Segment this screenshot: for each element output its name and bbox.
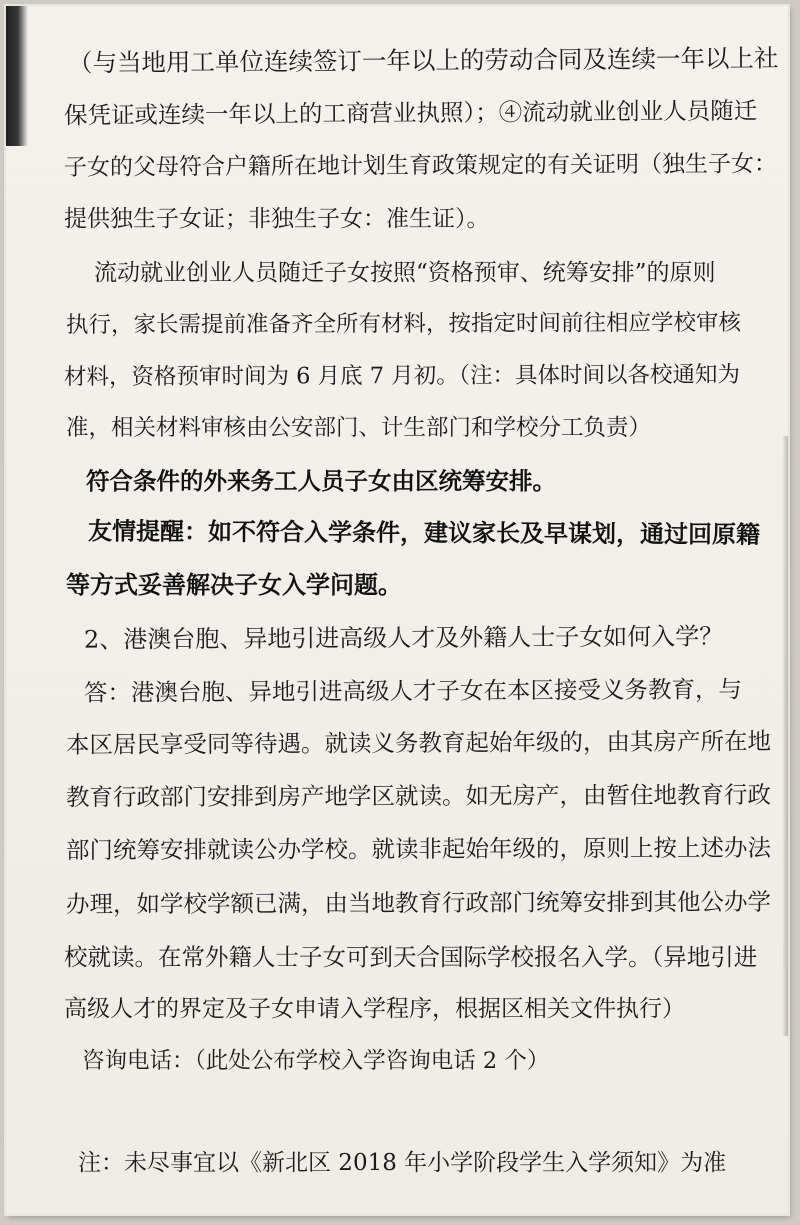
text-line: 流动就业创业人员随迁子女按照“资格预审、统筹安排”的原则	[94, 260, 716, 286]
text-line: 教育行政部门安排到房产地学区就读。如无房产，由暂住地教育行政	[65, 780, 772, 812]
text-line: 材料，资格预审时间为 6 月底 7 月初。（注：具体时间以各校通知为	[63, 361, 741, 391]
question-heading: 2、港澳台胞、异地引进高级人才及外籍人士子女如何入学？	[83, 622, 724, 654]
text-line: 答：港澳台胞、异地引进高级人才子女在本区接受义务教育，与	[83, 675, 743, 707]
reminder-line: 等方式妥善解决子女入学问题。	[66, 570, 402, 599]
page-edge-shadow-right	[782, 436, 788, 1036]
text-line: 提供独生子女证；非独生子女：准生证）。	[64, 206, 490, 232]
text-line: 本区居民享受同等待遇。就读义务教育起始年级的，由其房产所在地	[65, 727, 772, 759]
text-line: 执行，家长需提前准备齐全所有材料，按指定时间前往相应学校审核	[65, 309, 742, 339]
footnote-line: 注：未尽事宜以《新北区 2018 年小学阶段学生入学须知》为准	[78, 1150, 727, 1176]
text-line: 子女的父母符合户籍所在地计划生育政策规定的有关证明（独生子女：	[63, 151, 778, 181]
consult-phone-line: 咨询电话：（此处公布学校入学咨询电话 2 个）	[82, 1048, 550, 1074]
page-edge-shadow	[6, 6, 28, 146]
text-line: 高级人才的界定及子女申请入学程序，根据区相关文件执行）	[64, 996, 685, 1022]
text-line: （与当地用工单位连续签订一年以上的劳动合同及连续一年以上社	[67, 43, 779, 78]
text-line: 部门统筹安排就读公办学校。就读非起始年级的，原则上按上述办法	[65, 833, 772, 865]
reminder-line: 友情提醒：如不符合入学条件，建议家长及早谋划，通过回原籍	[87, 516, 761, 549]
text-line: 校就读。在常外籍人士子女可到天合国际学校报名入学。（异地引进	[64, 943, 758, 971]
highlight-line: 符合条件的外来务工人员子女由区统筹安排。	[86, 467, 556, 495]
text-line: 准，相关材料审核由公安部门、计生部门和学校分工负责）	[66, 415, 652, 441]
text-line: 办理，如学校学额已满，由当地教育行政部门统筹安排到其他公办学	[65, 887, 772, 919]
text-line: 保凭证或连续一年以上的工商营业执照）；④流动就业创业人员随迁	[63, 96, 758, 130]
document-photo	[6, 6, 788, 1214]
